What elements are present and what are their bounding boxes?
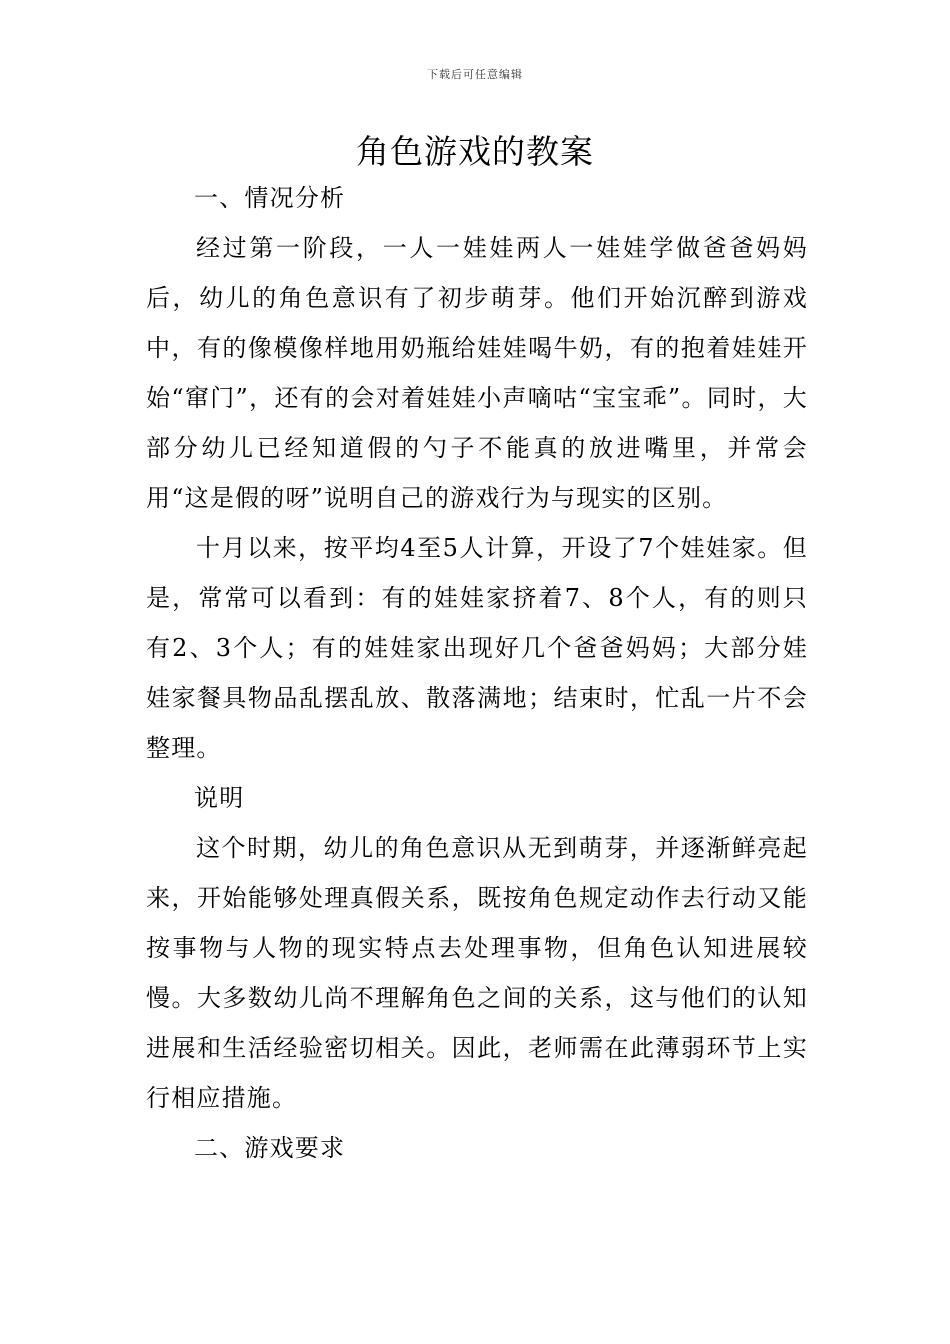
subheading-explanation: 说明 (194, 784, 245, 812)
paragraph-2: 十月以来，按平均4至5人计算，开设了7个娃娃家。但是，常常可以看到：有的娃娃家挤着7、8个人，有的则只有2、3个人；有的娃娃家出现好几个爸爸妈妈；大部分娃娃家餐具物品乱摆乱放、散落满地；结束时，忙乱一片不会整理。 (146, 534, 808, 762)
document-title: 角色游戏的教案 (356, 132, 594, 171)
document-body (146, 173, 808, 1173)
paragraph-1: 经过第一阶段，一人一娃娃两人一娃娃学做爸爸妈妈后，幼儿的角色意识有了初步萌芽。他们开始沉醉到游戏中，有的像模像样地用奶瓶给娃娃喝牛奶，有的抱着娃娃开始“窜门”，还有的会对着娃娃小声嘀咕“宝宝乖”。同时，大部分幼儿已经知道假的勺子不能真的放进嘴里，并常会用“这是假的呀”说明自己的游戏行为与现实的区别。 (146, 234, 808, 512)
section-heading-situation-analysis: 一、情况分析 (194, 184, 346, 212)
header-note: 下载后可任意编辑 (427, 68, 523, 81)
section-heading-game-requirements: 二、游戏要求 (194, 1134, 346, 1162)
paragraph-3: 这个时期，幼儿的角色意识从无到萌芽，并逐渐鲜亮起来，开始能够处理真假关系，既按角色规定动作去行动又能按事物与人物的现实特点去处理事物，但角色认知进展较慢。大多数幼儿尚不理解角色之间的关系，这与他们的认知进展和生活经验密切相关。因此，老师需在此薄弱环节上实行相应措施。 (146, 834, 808, 1112)
